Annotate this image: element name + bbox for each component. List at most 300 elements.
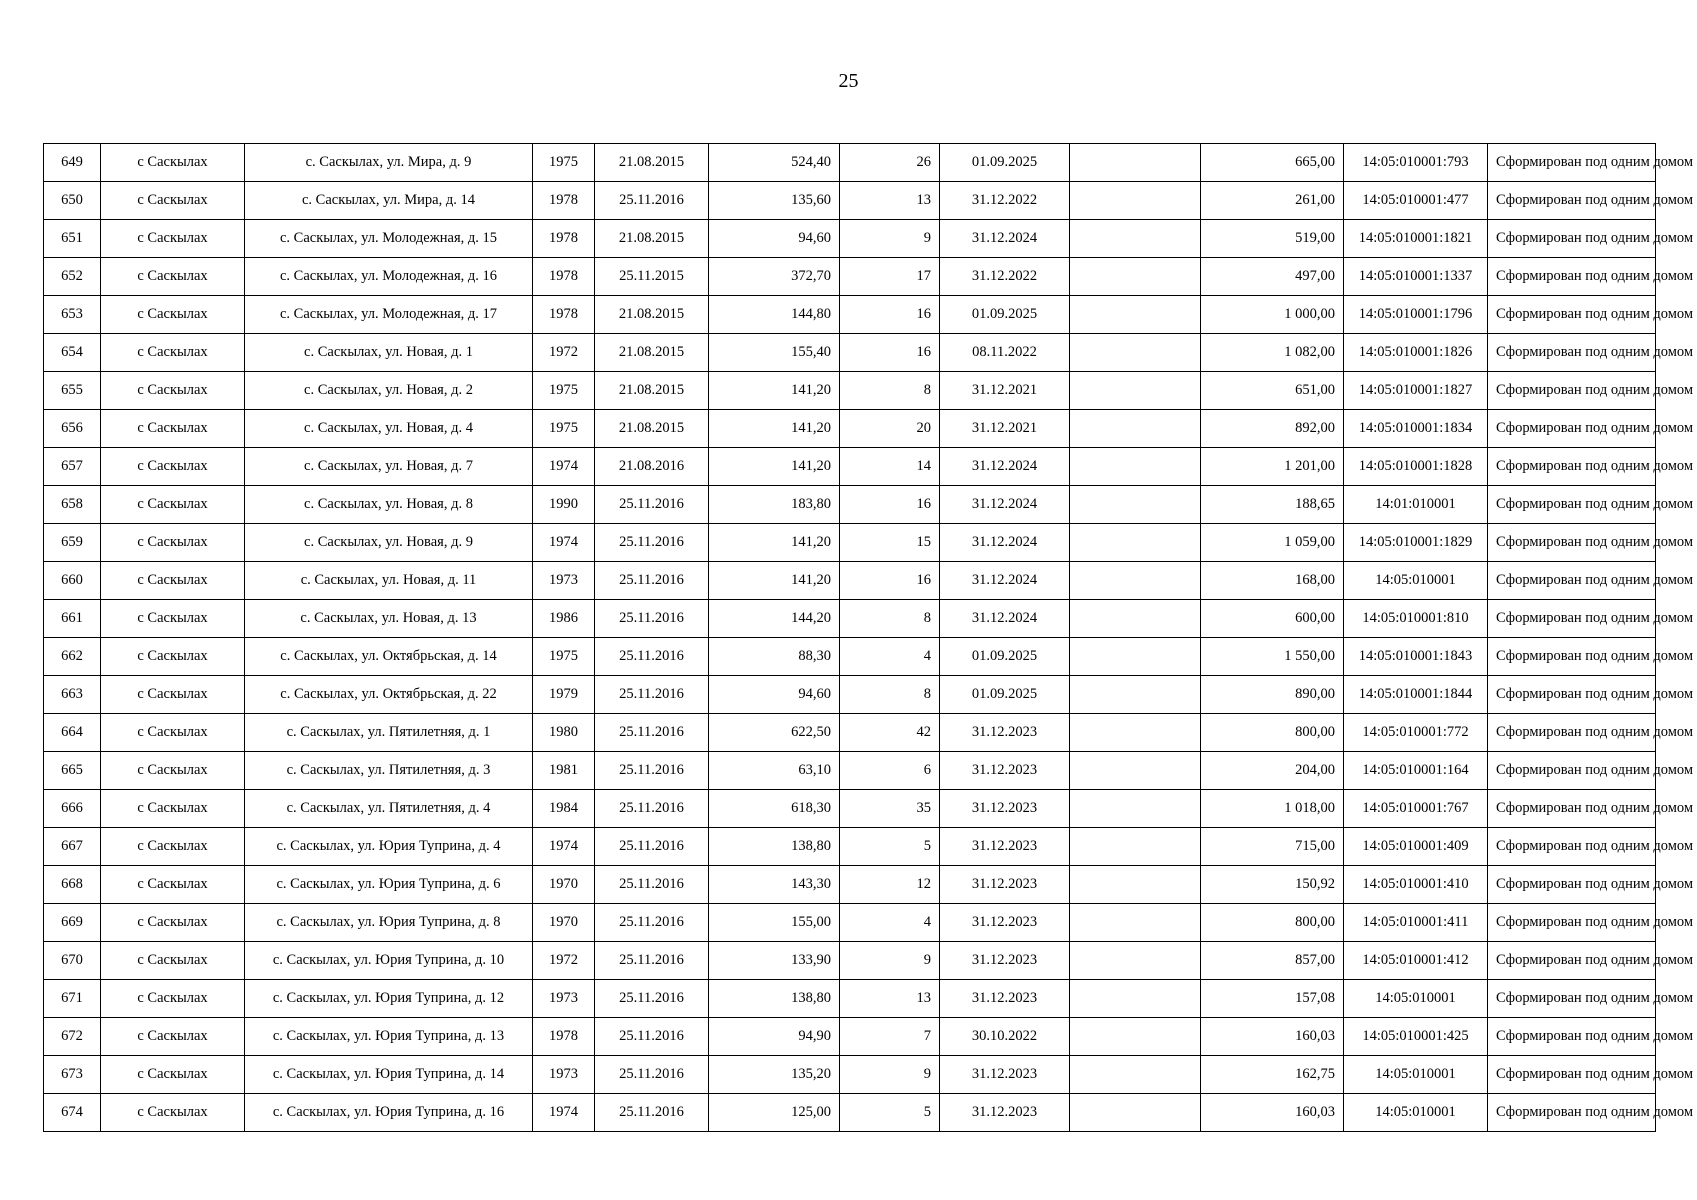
cell-empty	[1070, 144, 1201, 182]
cell-empty	[1070, 1018, 1201, 1056]
cell-cadastral-number: 14:05:010001:772	[1344, 714, 1488, 752]
cell-emergency-date: 21.08.2015	[595, 372, 709, 410]
cell-residents: 9	[840, 942, 940, 980]
cell-resettlement-date: 31.12.2023	[940, 942, 1070, 980]
table-row	[44, 714, 1656, 752]
cell-address: с. Саскылах, ул. Мира, д. 9	[245, 144, 533, 182]
cell-number: 668	[44, 866, 101, 904]
cell-status: Сформирован под одним домом	[1488, 790, 1656, 828]
cell-empty	[1070, 676, 1201, 714]
cell-status: Сформирован под одним домом	[1488, 410, 1656, 448]
cell-year-built: 1974	[533, 1094, 595, 1132]
cell-area: 138,80	[709, 980, 840, 1018]
cell-number: 672	[44, 1018, 101, 1056]
cell-number: 655	[44, 372, 101, 410]
cell-emergency-date: 21.08.2015	[595, 334, 709, 372]
cell-cadastral-number: 14:05:010001:1829	[1344, 524, 1488, 562]
cell-number: 658	[44, 486, 101, 524]
cell-number: 663	[44, 676, 101, 714]
cell-settlement: с Саскылах	[101, 372, 245, 410]
table-row	[44, 942, 1656, 980]
cell-area: 372,70	[709, 258, 840, 296]
cell-land-area: 160,03	[1201, 1018, 1344, 1056]
cell-cadastral-number: 14:05:010001:1337	[1344, 258, 1488, 296]
cell-resettlement-date: 31.12.2023	[940, 1056, 1070, 1094]
cell-status: Сформирован под одним домом	[1488, 524, 1656, 562]
cell-settlement: с Саскылах	[101, 144, 245, 182]
cell-number: 674	[44, 1094, 101, 1132]
cell-status: Сформирован под одним домом	[1488, 714, 1656, 752]
cell-address: с. Саскылах, ул. Новая, д. 11	[245, 562, 533, 600]
cell-address: с. Саскылах, ул. Юрия Туприна, д. 16	[245, 1094, 533, 1132]
table-row	[44, 600, 1656, 638]
cell-resettlement-date: 31.12.2021	[940, 372, 1070, 410]
table-body	[44, 144, 1694, 1132]
cell-area: 155,00	[709, 904, 840, 942]
cell-residents: 13	[840, 182, 940, 220]
cell-residents: 8	[840, 676, 940, 714]
cell-resettlement-date: 31.12.2024	[940, 486, 1070, 524]
cell-cadastral-number: 14:05:010001:412	[1344, 942, 1488, 980]
cell-status: Сформирован под одним домом	[1488, 1094, 1656, 1132]
cell-area: 141,20	[709, 524, 840, 562]
cell-resettlement-date: 31.12.2023	[940, 1094, 1070, 1132]
cell-emergency-date: 25.11.2016	[595, 1018, 709, 1056]
cell-emergency-date: 25.11.2016	[595, 942, 709, 980]
cell-settlement: с Саскылах	[101, 942, 245, 980]
cell-number: 666	[44, 790, 101, 828]
cell-cadastral-number: 14:05:010001:1844	[1344, 676, 1488, 714]
cell-area: 135,60	[709, 182, 840, 220]
cell-area: 144,20	[709, 600, 840, 638]
cell-cadastral-number: 14:05:010001:409	[1344, 828, 1488, 866]
cell-land-area: 519,00	[1201, 220, 1344, 258]
cell-number: 671	[44, 980, 101, 1018]
cell-settlement: с Саскылах	[101, 980, 245, 1018]
cell-area: 94,60	[709, 676, 840, 714]
cell-empty	[1070, 486, 1201, 524]
cell-emergency-date: 25.11.2016	[595, 486, 709, 524]
cell-cadastral-number: 14:05:010001:1821	[1344, 220, 1488, 258]
cell-year-built: 1975	[533, 638, 595, 676]
cell-area: 155,40	[709, 334, 840, 372]
cell-residents: 12	[840, 866, 940, 904]
cell-area: 63,10	[709, 752, 840, 790]
cell-emergency-date: 25.11.2016	[595, 828, 709, 866]
cell-resettlement-date: 31.12.2021	[940, 410, 1070, 448]
cell-address: с. Саскылах, ул. Новая, д. 1	[245, 334, 533, 372]
cell-cadastral-number: 14:05:010001:1834	[1344, 410, 1488, 448]
cell-year-built: 1975	[533, 372, 595, 410]
cell-settlement: с Саскылах	[101, 182, 245, 220]
table-row	[44, 524, 1656, 562]
cell-cadastral-number: 14:05:010001:410	[1344, 866, 1488, 904]
table-row	[44, 790, 1656, 828]
cell-cadastral-number: 14:05:010001:1826	[1344, 334, 1488, 372]
cell-address: с. Саскылах, ул. Новая, д. 7	[245, 448, 533, 486]
cell-settlement: с Саскылах	[101, 486, 245, 524]
cell-year-built: 1978	[533, 182, 595, 220]
cell-residents: 16	[840, 486, 940, 524]
cell-residents: 5	[840, 1094, 940, 1132]
cell-empty	[1070, 638, 1201, 676]
cell-year-built: 1990	[533, 486, 595, 524]
cell-settlement: с Саскылах	[101, 1056, 245, 1094]
table-row	[44, 676, 1656, 714]
cell-cadastral-number: 14:05:010001	[1344, 980, 1488, 1018]
cell-resettlement-date: 31.12.2023	[940, 828, 1070, 866]
cell-year-built: 1979	[533, 676, 595, 714]
cell-area: 133,90	[709, 942, 840, 980]
cell-status: Сформирован под одним домом	[1488, 638, 1656, 676]
cell-status: Сформирован под одним домом	[1488, 942, 1656, 980]
cell-residents: 13	[840, 980, 940, 1018]
cell-emergency-date: 25.11.2016	[595, 562, 709, 600]
cell-area: 144,80	[709, 296, 840, 334]
cell-land-area: 800,00	[1201, 714, 1344, 752]
cell-emergency-date: 25.11.2016	[595, 638, 709, 676]
cell-land-area: 1 018,00	[1201, 790, 1344, 828]
cell-area: 141,20	[709, 562, 840, 600]
cell-land-area: 715,00	[1201, 828, 1344, 866]
cell-area: 141,20	[709, 448, 840, 486]
cell-status: Сформирован под одним домом	[1488, 866, 1656, 904]
cell-land-area: 1 550,00	[1201, 638, 1344, 676]
cell-area: 141,20	[709, 372, 840, 410]
cell-number: 665	[44, 752, 101, 790]
cell-address: с. Саскылах, ул. Новая, д. 4	[245, 410, 533, 448]
cell-address: с. Саскылах, ул. Мира, д. 14	[245, 182, 533, 220]
cell-residents: 5	[840, 828, 940, 866]
cell-cadastral-number: 14:05:010001:1843	[1344, 638, 1488, 676]
cell-number: 673	[44, 1056, 101, 1094]
table-row	[44, 752, 1656, 790]
cell-number: 657	[44, 448, 101, 486]
cell-status: Сформирован под одним домом	[1488, 752, 1656, 790]
cell-number: 656	[44, 410, 101, 448]
cell-cadastral-number: 14:01:010001	[1344, 486, 1488, 524]
page-number: 25	[838, 70, 859, 92]
table-row	[44, 486, 1656, 524]
cell-land-area: 261,00	[1201, 182, 1344, 220]
cell-land-area: 890,00	[1201, 676, 1344, 714]
cell-address: с. Саскылах, ул. Молодежная, д. 16	[245, 258, 533, 296]
cell-settlement: с Саскылах	[101, 1094, 245, 1132]
cell-status: Сформирован под одним домом	[1488, 372, 1656, 410]
cell-settlement: с Саскылах	[101, 638, 245, 676]
cell-address: с. Саскылах, ул. Молодежная, д. 17	[245, 296, 533, 334]
cell-resettlement-date: 31.12.2024	[940, 220, 1070, 258]
cell-emergency-date: 21.08.2016	[595, 448, 709, 486]
cell-area: 138,80	[709, 828, 840, 866]
cell-address: с. Саскылах, ул. Юрия Туприна, д. 12	[245, 980, 533, 1018]
cell-land-area: 1 082,00	[1201, 334, 1344, 372]
cell-cadastral-number: 14:05:010001:810	[1344, 600, 1488, 638]
cell-address: с. Саскылах, ул. Молодежная, д. 15	[245, 220, 533, 258]
cell-settlement: с Саскылах	[101, 448, 245, 486]
cell-cadastral-number: 14:05:010001:425	[1344, 1018, 1488, 1056]
cell-number: 659	[44, 524, 101, 562]
cell-cadastral-number: 14:05:010001	[1344, 1094, 1488, 1132]
cell-emergency-date: 25.11.2016	[595, 1094, 709, 1132]
cell-year-built: 1978	[533, 296, 595, 334]
cell-resettlement-date: 31.12.2023	[940, 866, 1070, 904]
cell-resettlement-date: 31.12.2023	[940, 752, 1070, 790]
cell-empty	[1070, 182, 1201, 220]
cell-resettlement-date: 31.12.2024	[940, 448, 1070, 486]
cell-resettlement-date: 31.12.2022	[940, 258, 1070, 296]
cell-cadastral-number: 14:05:010001:411	[1344, 904, 1488, 942]
cell-number: 649	[44, 144, 101, 182]
cell-empty	[1070, 600, 1201, 638]
cell-address: с. Саскылах, ул. Пятилетняя, д. 3	[245, 752, 533, 790]
cell-status: Сформирован под одним домом	[1488, 334, 1656, 372]
housing-registry-table	[43, 143, 1694, 1132]
cell-year-built: 1975	[533, 144, 595, 182]
cell-cadastral-number: 14:05:010001:164	[1344, 752, 1488, 790]
table-row	[44, 334, 1656, 372]
table-row	[44, 562, 1656, 600]
cell-residents: 16	[840, 334, 940, 372]
cell-empty	[1070, 828, 1201, 866]
table-row	[44, 1094, 1656, 1132]
cell-year-built: 1974	[533, 524, 595, 562]
cell-resettlement-date: 31.12.2022	[940, 182, 1070, 220]
cell-resettlement-date: 31.12.2024	[940, 600, 1070, 638]
cell-settlement: с Саскылах	[101, 334, 245, 372]
cell-year-built: 1972	[533, 334, 595, 372]
cell-cadastral-number: 14:05:010001:1827	[1344, 372, 1488, 410]
cell-land-area: 150,92	[1201, 866, 1344, 904]
cell-empty	[1070, 562, 1201, 600]
cell-empty	[1070, 752, 1201, 790]
cell-year-built: 1978	[533, 220, 595, 258]
cell-land-area: 188,65	[1201, 486, 1344, 524]
cell-year-built: 1970	[533, 904, 595, 942]
cell-address: с. Саскылах, ул. Новая, д. 13	[245, 600, 533, 638]
cell-number: 662	[44, 638, 101, 676]
cell-address: с. Саскылах, ул. Юрия Туприна, д. 10	[245, 942, 533, 980]
cell-number: 654	[44, 334, 101, 372]
cell-emergency-date: 25.11.2016	[595, 790, 709, 828]
cell-residents: 17	[840, 258, 940, 296]
cell-year-built: 1975	[533, 410, 595, 448]
cell-address: с. Саскылах, ул. Пятилетняя, д. 1	[245, 714, 533, 752]
cell-cadastral-number: 14:05:010001:793	[1344, 144, 1488, 182]
cell-cadastral-number: 14:05:010001:1828	[1344, 448, 1488, 486]
cell-emergency-date: 25.11.2016	[595, 714, 709, 752]
cell-settlement: с Саскылах	[101, 410, 245, 448]
cell-emergency-date: 25.11.2015	[595, 258, 709, 296]
table-row	[44, 1018, 1656, 1056]
cell-settlement: с Саскылах	[101, 524, 245, 562]
cell-land-area: 800,00	[1201, 904, 1344, 942]
cell-area: 125,00	[709, 1094, 840, 1132]
cell-settlement: с Саскылах	[101, 752, 245, 790]
cell-emergency-date: 25.11.2016	[595, 752, 709, 790]
cell-status: Сформирован под одним домом	[1488, 828, 1656, 866]
cell-number: 661	[44, 600, 101, 638]
cell-land-area: 204,00	[1201, 752, 1344, 790]
cell-cadastral-number: 14:05:010001:477	[1344, 182, 1488, 220]
cell-address: с. Саскылах, ул. Юрия Туприна, д. 13	[245, 1018, 533, 1056]
cell-area: 94,60	[709, 220, 840, 258]
cell-residents: 16	[840, 296, 940, 334]
cell-status: Сформирован под одним домом	[1488, 600, 1656, 638]
cell-number: 651	[44, 220, 101, 258]
cell-emergency-date: 25.11.2016	[595, 980, 709, 1018]
cell-emergency-date: 25.11.2016	[595, 524, 709, 562]
cell-cadastral-number: 14:05:010001	[1344, 1056, 1488, 1094]
cell-residents: 20	[840, 410, 940, 448]
cell-emergency-date: 21.08.2015	[595, 410, 709, 448]
cell-address: с. Саскылах, ул. Октябрьская, д. 22	[245, 676, 533, 714]
cell-settlement: с Саскылах	[101, 296, 245, 334]
cell-land-area: 1 000,00	[1201, 296, 1344, 334]
cell-status: Сформирован под одним домом	[1488, 486, 1656, 524]
cell-status: Сформирован под одним домом	[1488, 980, 1656, 1018]
cell-area: 618,30	[709, 790, 840, 828]
cell-address: с. Саскылах, ул. Новая, д. 8	[245, 486, 533, 524]
cell-status: Сформирован под одним домом	[1488, 562, 1656, 600]
cell-emergency-date: 25.11.2016	[595, 600, 709, 638]
cell-status: Сформирован под одним домом	[1488, 296, 1656, 334]
cell-year-built: 1970	[533, 866, 595, 904]
cell-year-built: 1974	[533, 448, 595, 486]
cell-year-built: 1974	[533, 828, 595, 866]
cell-empty	[1070, 296, 1201, 334]
cell-land-area: 1 201,00	[1201, 448, 1344, 486]
cell-empty	[1070, 790, 1201, 828]
table-row	[44, 638, 1656, 676]
cell-empty	[1070, 714, 1201, 752]
cell-land-area: 600,00	[1201, 600, 1344, 638]
cell-land-area: 665,00	[1201, 144, 1344, 182]
cell-land-area: 157,08	[1201, 980, 1344, 1018]
cell-year-built: 1973	[533, 1056, 595, 1094]
cell-empty	[1070, 904, 1201, 942]
cell-year-built: 1980	[533, 714, 595, 752]
cell-emergency-date: 25.11.2016	[595, 866, 709, 904]
cell-residents: 14	[840, 448, 940, 486]
cell-empty	[1070, 866, 1201, 904]
cell-land-area: 162,75	[1201, 1056, 1344, 1094]
cell-empty	[1070, 1094, 1201, 1132]
cell-empty	[1070, 258, 1201, 296]
table-row	[44, 866, 1656, 904]
cell-settlement: с Саскылах	[101, 866, 245, 904]
table-row	[44, 144, 1656, 182]
cell-residents: 42	[840, 714, 940, 752]
cell-land-area: 160,03	[1201, 1094, 1344, 1132]
cell-resettlement-date: 31.12.2023	[940, 980, 1070, 1018]
cell-number: 669	[44, 904, 101, 942]
cell-land-area: 168,00	[1201, 562, 1344, 600]
cell-resettlement-date: 31.12.2023	[940, 904, 1070, 942]
cell-emergency-date: 21.08.2015	[595, 220, 709, 258]
cell-area: 524,40	[709, 144, 840, 182]
cell-resettlement-date: 30.10.2022	[940, 1018, 1070, 1056]
cell-number: 667	[44, 828, 101, 866]
table-row	[44, 828, 1656, 866]
cell-address: с. Саскылах, ул. Новая, д. 9	[245, 524, 533, 562]
cell-residents: 8	[840, 372, 940, 410]
cell-area: 622,50	[709, 714, 840, 752]
cell-area: 135,20	[709, 1056, 840, 1094]
cell-land-area: 651,00	[1201, 372, 1344, 410]
cell-area: 143,30	[709, 866, 840, 904]
cell-year-built: 1972	[533, 942, 595, 980]
cell-address: с. Саскылах, ул. Юрия Туприна, д. 14	[245, 1056, 533, 1094]
cell-number: 653	[44, 296, 101, 334]
cell-area: 88,30	[709, 638, 840, 676]
cell-settlement: с Саскылах	[101, 1018, 245, 1056]
cell-residents: 8	[840, 600, 940, 638]
cell-settlement: с Саскылах	[101, 258, 245, 296]
cell-year-built: 1978	[533, 1018, 595, 1056]
cell-year-built: 1986	[533, 600, 595, 638]
cell-settlement: с Саскылах	[101, 600, 245, 638]
table-row	[44, 1056, 1656, 1094]
cell-cadastral-number: 14:05:010001	[1344, 562, 1488, 600]
cell-address: с. Саскылах, ул. Юрия Туприна, д. 6	[245, 866, 533, 904]
cell-year-built: 1978	[533, 258, 595, 296]
cell-number: 660	[44, 562, 101, 600]
table-row	[44, 182, 1656, 220]
cell-empty	[1070, 1056, 1201, 1094]
cell-empty	[1070, 372, 1201, 410]
cell-emergency-date: 25.11.2016	[595, 676, 709, 714]
cell-land-area: 497,00	[1201, 258, 1344, 296]
cell-status: Сформирован под одним домом	[1488, 676, 1656, 714]
cell-empty	[1070, 980, 1201, 1018]
cell-status: Сформирован под одним домом	[1488, 1056, 1656, 1094]
cell-resettlement-date: 01.09.2025	[940, 676, 1070, 714]
table-row	[44, 258, 1656, 296]
cell-settlement: с Саскылах	[101, 904, 245, 942]
cell-status: Сформирован под одним домом	[1488, 182, 1656, 220]
cell-empty	[1070, 220, 1201, 258]
cell-residents: 35	[840, 790, 940, 828]
cell-address: с. Саскылах, ул. Юрия Туприна, д. 4	[245, 828, 533, 866]
cell-residents: 26	[840, 144, 940, 182]
cell-residents: 15	[840, 524, 940, 562]
cell-address: с. Саскылах, ул. Октябрьская, д. 14	[245, 638, 533, 676]
cell-empty	[1070, 942, 1201, 980]
table-row	[44, 296, 1656, 334]
cell-year-built: 1984	[533, 790, 595, 828]
cell-resettlement-date: 31.12.2023	[940, 714, 1070, 752]
cell-emergency-date: 21.08.2015	[595, 296, 709, 334]
cell-year-built: 1973	[533, 980, 595, 1018]
cell-residents: 16	[840, 562, 940, 600]
cell-settlement: с Саскылах	[101, 828, 245, 866]
cell-cadastral-number: 14:05:010001:1796	[1344, 296, 1488, 334]
cell-area: 183,80	[709, 486, 840, 524]
cell-residents: 9	[840, 1056, 940, 1094]
cell-settlement: с Саскылах	[101, 714, 245, 752]
cell-settlement: с Саскылах	[101, 676, 245, 714]
cell-residents: 4	[840, 904, 940, 942]
cell-resettlement-date: 31.12.2024	[940, 562, 1070, 600]
cell-status: Сформирован под одним домом	[1488, 220, 1656, 258]
cell-settlement: с Саскылах	[101, 220, 245, 258]
cell-resettlement-date: 01.09.2025	[940, 144, 1070, 182]
cell-number: 650	[44, 182, 101, 220]
cell-resettlement-date: 08.11.2022	[940, 334, 1070, 372]
cell-number: 664	[44, 714, 101, 752]
cell-empty	[1070, 448, 1201, 486]
